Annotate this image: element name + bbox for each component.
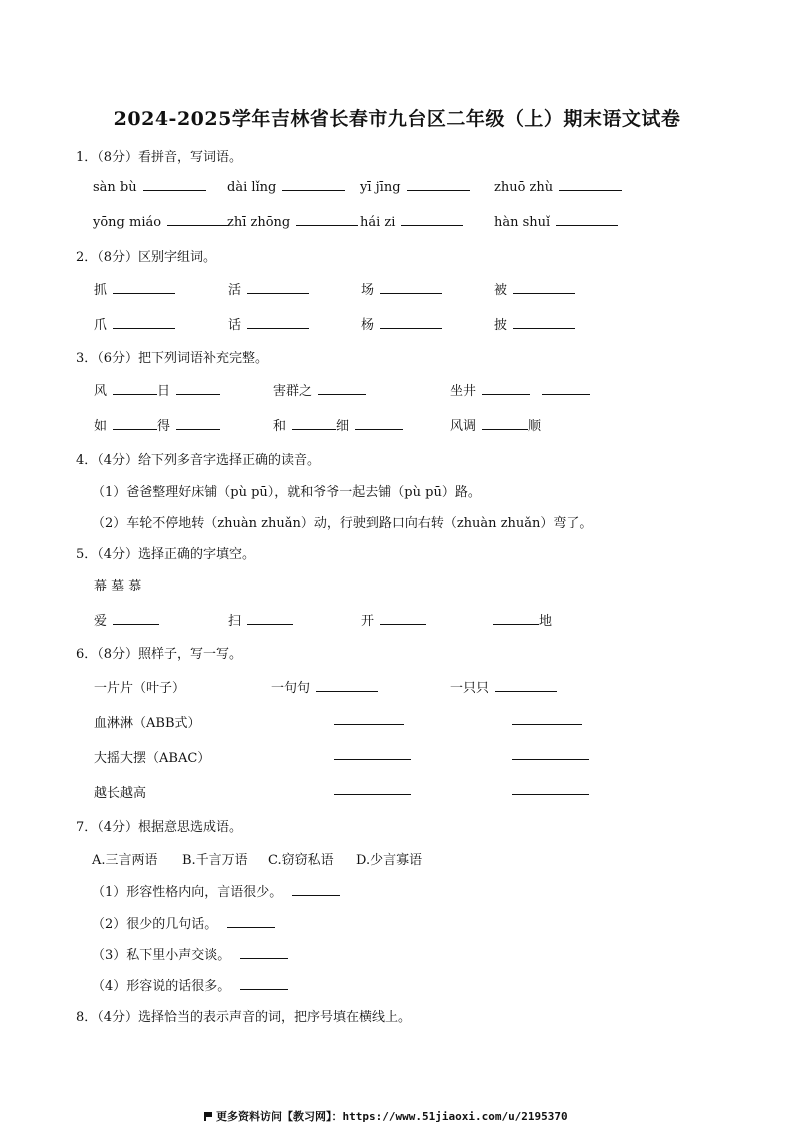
question-5-header: 5．（4分）选择正确的字填空。 [76, 547, 256, 562]
idiom-text: 和 [273, 419, 287, 434]
answer-blank[interactable] [240, 977, 288, 990]
idiom-option: B.千言万语 [182, 853, 248, 868]
char-label: 场 [361, 283, 375, 298]
answer-blank[interactable] [493, 612, 539, 625]
question-1-row-1 [92, 178, 732, 198]
char-label: 抓 [94, 283, 108, 298]
answer-blank[interactable] [380, 316, 442, 329]
answer-blank[interactable] [316, 679, 378, 692]
question-8-header: 8．（4分）选择恰当的表示声音的词，把序号填在横线上。 [76, 1010, 412, 1025]
answer-blank[interactable] [296, 213, 358, 226]
pinyin-label: yōng miáo [93, 215, 162, 230]
answer-blank[interactable] [247, 281, 309, 294]
question-7-item-3 [92, 944, 732, 964]
pinyin-item [227, 178, 345, 195]
idiom-option: A.三言两语 [92, 853, 158, 868]
answer-blank[interactable] [247, 612, 293, 625]
idiom-text: 坐井 [450, 384, 477, 399]
question-5-items [92, 610, 732, 630]
answer-blank[interactable] [282, 178, 345, 191]
question-7-options [92, 849, 732, 869]
fill-item [94, 610, 159, 629]
answer-blank[interactable] [176, 417, 220, 430]
fill-item [361, 610, 426, 629]
pinyin-item [93, 178, 206, 195]
example-text: 一片片（叶子） [94, 681, 186, 696]
page-title: 2024-2025学年吉林省长春市九台区二年级（上）期末语文试卷 [113, 108, 681, 130]
pinyin-item [93, 213, 229, 230]
answer-blank[interactable] [380, 281, 442, 294]
pattern-text: 血淋淋（ABB式） [94, 716, 201, 731]
question-2-row-2 [92, 314, 732, 334]
answer-blank[interactable] [113, 612, 159, 625]
flag-icon [204, 1112, 212, 1121]
pattern-text: 越长越高 [94, 786, 147, 801]
pinyin-label: zhuō zhù [494, 180, 554, 195]
pinyin-label: sàn bù [93, 180, 137, 195]
fill-item [271, 677, 378, 696]
char-item [94, 314, 175, 333]
answer-blank[interactable] [334, 747, 411, 760]
char-item [361, 314, 442, 333]
pinyin-item [360, 178, 470, 195]
char-label: 爪 [94, 318, 108, 333]
question-6-header: 6．（8分）照样子，写一写。 [76, 647, 243, 662]
idiom-item [273, 415, 403, 434]
question-6-row-4 [92, 782, 732, 802]
answer-blank[interactable] [512, 782, 589, 795]
char-label: 话 [228, 318, 242, 333]
pinyin-item [227, 213, 358, 230]
item-text: （4）形容说的话很多。 [92, 979, 231, 994]
fill-label: 开 [361, 614, 375, 629]
pinyin-label: hàn shuǐ [494, 215, 551, 230]
polyphone-sentence: （1）爸爸整理好床铺（pù pū），就和爷爷一起去铺（pù pū）路。 [92, 485, 481, 500]
answer-blank[interactable] [512, 712, 582, 725]
question-3-header: 3．（6分）把下列词语补充完整。 [76, 351, 269, 366]
question-6-row-3 [92, 747, 732, 767]
idiom-text: 风调 [450, 419, 477, 434]
char-item [228, 279, 309, 298]
idiom-item [94, 415, 220, 434]
fill-label: 爱 [94, 614, 108, 629]
question-2-row-1 [92, 279, 732, 299]
fill-label: 地 [539, 614, 553, 629]
idiom-item [94, 380, 220, 399]
char-item [494, 314, 575, 333]
fill-item [450, 677, 557, 696]
answer-blank[interactable] [292, 883, 340, 896]
idiom-text: 风 [94, 384, 108, 399]
question-6-row-2 [92, 712, 732, 732]
footer-text: 更多资料访问【教习网】：https://www.51jiaoxi.com/u/2195370 [216, 1110, 568, 1123]
answer-blank[interactable] [401, 213, 463, 226]
fill-item [334, 782, 411, 799]
answer-blank[interactable] [495, 679, 557, 692]
idiom-text: 细 [336, 419, 350, 434]
fill-item [493, 610, 552, 629]
char-item [94, 279, 175, 298]
fill-item [228, 610, 293, 629]
answer-blank[interactable] [334, 782, 411, 795]
character-options: 幕 墓 慕 [94, 579, 142, 594]
idiom-item [450, 415, 541, 434]
pinyin-label: hái zi [360, 215, 396, 230]
answer-blank[interactable] [176, 382, 220, 395]
pinyin-item [494, 213, 618, 230]
fill-label: 扫 [228, 614, 242, 629]
question-1-row-2 [92, 213, 732, 233]
answer-blank[interactable] [113, 316, 175, 329]
answer-blank[interactable] [227, 915, 275, 928]
answer-blank[interactable] [113, 382, 157, 395]
footer-link[interactable] [204, 1108, 568, 1124]
char-item [494, 279, 575, 298]
question-4-line-2 [92, 512, 732, 532]
fill-label: 一只只 [450, 681, 490, 696]
answer-blank[interactable] [513, 281, 575, 294]
answer-blank[interactable] [240, 946, 288, 959]
answer-blank[interactable] [542, 382, 590, 395]
question-1-header: 1．（8分）看拼音，写词语。 [76, 150, 243, 165]
polyphone-sentence: （2）车轮不停地转（zhuàn zhuǎn）动，行驶到路口向右转（zhuàn zhuǎn）弯了。 [92, 516, 593, 531]
question-3-row-1 [92, 380, 732, 400]
question-4-header: 4．（4分）给下列多音字选择正确的读音。 [76, 453, 321, 468]
answer-blank[interactable] [512, 747, 589, 760]
fill-item [512, 747, 589, 764]
answer-blank[interactable] [513, 316, 575, 329]
answer-blank[interactable] [482, 417, 528, 430]
fill-item [512, 782, 589, 799]
answer-blank[interactable] [556, 213, 618, 226]
question-4-line-1 [92, 481, 732, 501]
idiom-item [273, 380, 366, 399]
question-7-item-2 [92, 913, 732, 933]
char-item [361, 279, 442, 298]
idiom-text: 害群之 [273, 384, 313, 399]
answer-blank[interactable] [143, 178, 206, 191]
pinyin-item [360, 213, 463, 230]
item-text: （1）形容性格内向，言语很少。 [92, 885, 283, 900]
answer-blank[interactable] [292, 417, 336, 430]
answer-blank[interactable] [355, 417, 403, 430]
answer-blank[interactable] [407, 178, 470, 191]
answer-blank[interactable] [482, 382, 530, 395]
fill-item [334, 747, 411, 764]
char-label: 披 [494, 318, 508, 333]
question-7-header: 7．（4分）根据意思选成语。 [76, 820, 243, 835]
answer-blank[interactable] [380, 612, 426, 625]
question-2-header: 2．（8分）区别字组词。 [76, 250, 217, 265]
item-text: （3）私下里小声交谈。 [92, 948, 231, 963]
idiom-text: 日 [157, 384, 171, 399]
idiom-text: 得 [157, 419, 171, 434]
question-7-item-1 [92, 881, 732, 901]
pinyin-item [494, 178, 622, 195]
question-6-row-1 [92, 677, 732, 697]
pinyin-label: zhī zhōng [227, 215, 291, 230]
pattern-text: 大摇大摆（ABAC） [94, 751, 211, 766]
question-5-options [92, 575, 732, 595]
char-label: 杨 [361, 318, 375, 333]
idiom-item [450, 380, 590, 399]
answer-blank[interactable] [318, 382, 366, 395]
answer-blank[interactable] [113, 281, 175, 294]
question-3-row-2 [92, 415, 732, 435]
idiom-option: C.窃窃私语 [268, 853, 334, 868]
idiom-text: 顺 [528, 419, 542, 434]
answer-blank[interactable] [247, 316, 309, 329]
answer-blank[interactable] [167, 213, 229, 226]
item-text: （2）很少的几句话。 [92, 917, 218, 932]
pinyin-label: yī jīng [360, 180, 401, 195]
fill-label: 一句句 [271, 681, 311, 696]
question-7-item-4 [92, 975, 732, 995]
char-label: 活 [228, 283, 242, 298]
answer-blank[interactable] [113, 417, 157, 430]
idiom-text: 如 [94, 419, 108, 434]
idiom-option: D.少言寡语 [356, 853, 423, 868]
answer-blank[interactable] [334, 712, 404, 725]
fill-item [512, 712, 582, 729]
char-item [228, 314, 309, 333]
answer-blank[interactable] [559, 178, 622, 191]
char-label: 被 [494, 283, 508, 298]
fill-item [334, 712, 404, 729]
pinyin-label: dài lǐng [227, 180, 277, 195]
